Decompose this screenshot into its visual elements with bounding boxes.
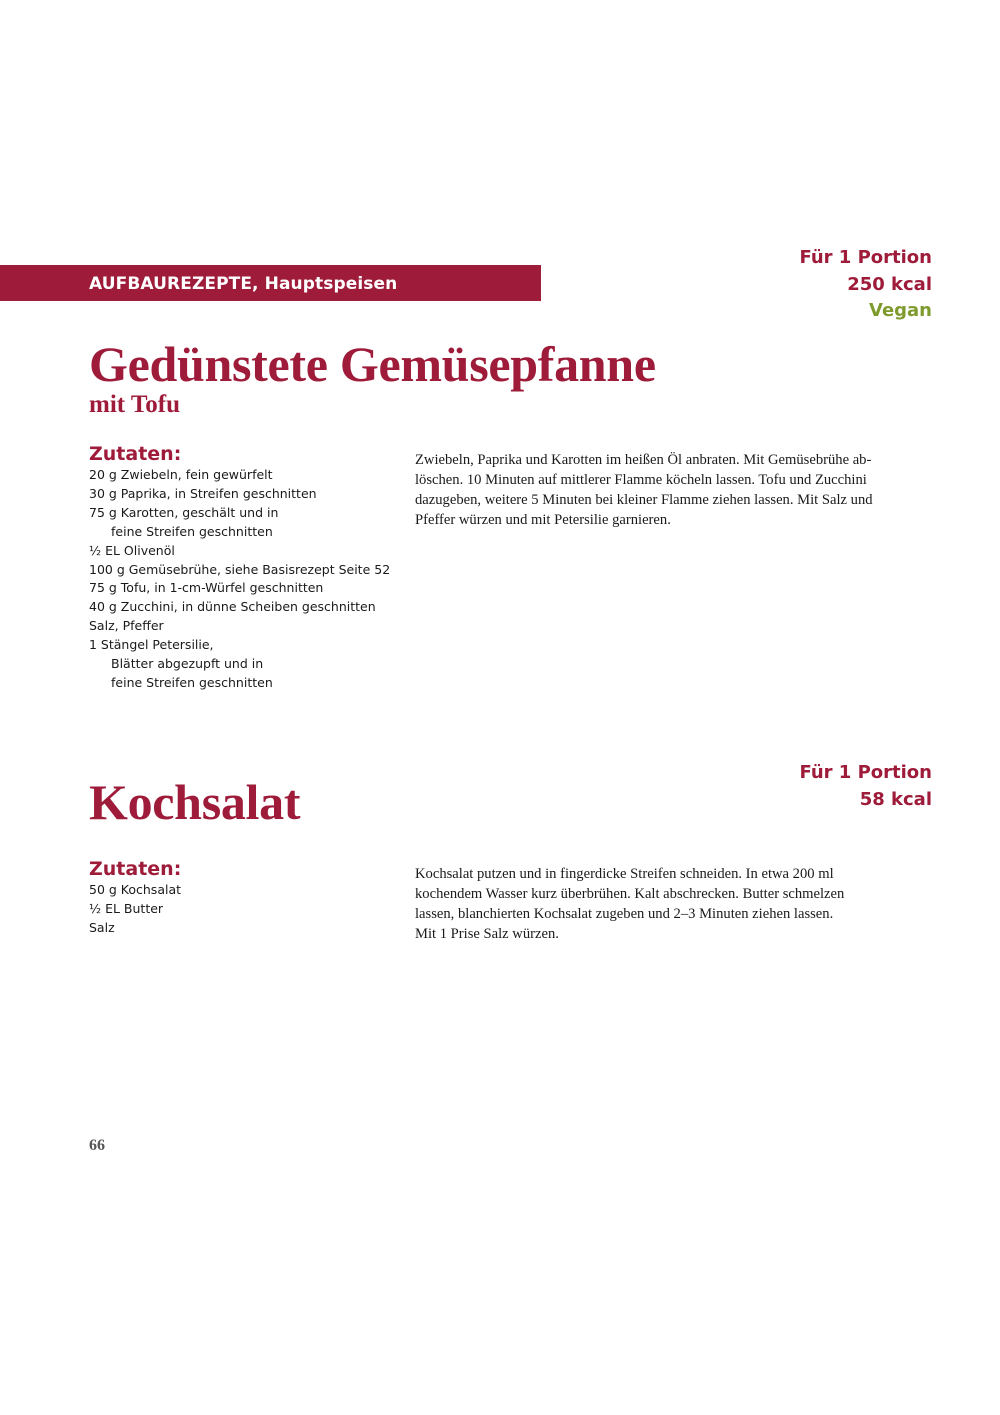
recipe-2-meta: [799, 760, 932, 813]
ingredient-item: Blätter abgezupft und in: [111, 656, 264, 672]
instruction-line: Pfeffer würzen und mit Petersilie garnieren.: [415, 512, 671, 528]
instruction-line: kochendem Wasser kurz überbrühen. Kalt abschrecken. Butter schmelzen: [415, 886, 845, 902]
recipe-1-kcal: 250 kcal: [847, 273, 932, 295]
instruction-line: Kochsalat putzen und in fingerdicke Streifen schneiden. In etwa 200 ml: [415, 866, 834, 882]
ingredient-item: ½ EL Olivenöl: [89, 542, 175, 558]
recipe-2-ingredient-list: [89, 881, 399, 938]
recipe-1-ingredients: [89, 443, 399, 693]
recipe-1-title: Gedünstete Gemüsepfanne: [89, 336, 656, 392]
recipe-2-ingredients-heading: Zutaten:: [89, 858, 182, 880]
ingredient-item: 1 Stängel Petersilie,: [89, 637, 214, 653]
instruction-line: lassen, blanchierten Kochsalat zugeben und 2–3 Minuten ziehen lassen.: [415, 906, 834, 922]
ingredient-item: 75 g Tofu, in 1-cm-Würfel geschnitten: [89, 580, 324, 596]
ingredient-item: 50 g Kochsalat: [89, 882, 182, 897]
ingredient-item: feine Streifen geschnitten: [111, 674, 273, 690]
recipe-1-ingredients-heading: Zutaten:: [89, 443, 182, 465]
recipe-2-portion: Für 1 Portion: [799, 762, 932, 783]
recipe-2-ingredients: [89, 858, 399, 938]
ingredient-item: Salz: [89, 919, 115, 935]
ingredient-item: 75 g Karotten, geschält und in: [89, 504, 279, 520]
recipe-1-subtitle: mit Tofu: [89, 391, 181, 418]
recipe-1-instructions: [415, 450, 933, 530]
page-number: 66: [89, 1137, 105, 1154]
instruction-line: löschen. 10 Minuten auf mittlerer Flamme köcheln lassen. Tofu und Zucchini: [415, 472, 867, 488]
recipe-1-meta: [799, 245, 932, 325]
recipe-2-title: Kochsalat: [89, 774, 301, 830]
instruction-line: dazugeben, weitere 5 Minuten bei kleiner Flamme ziehen lassen. Mit Salz und: [415, 492, 873, 508]
ingredient-item: 40 g Zucchini, in dünne Scheiben geschnitten: [89, 599, 376, 615]
recipe-2-instructions: [415, 864, 933, 944]
instruction-line: Mit 1 Prise Salz würzen.: [415, 926, 559, 942]
recipe-1-ingredient-list: [89, 466, 399, 693]
ingredient-item: ½ EL Butter: [89, 900, 164, 916]
section-label: AUFBAUREZEPTE, Hauptspeisen: [89, 274, 398, 294]
ingredient-item: Salz, Pfeffer: [89, 618, 164, 634]
instruction-line: Zwiebeln, Paprika und Karotten im heißen Öl anbraten. Mit Gemüsebrühe ab-: [415, 452, 872, 468]
ingredient-item: 100 g Gemüsebrühe, siehe Basisrezept Seite 52: [89, 561, 391, 577]
ingredient-item: feine Streifen geschnitten: [111, 523, 273, 539]
ingredient-item: 30 g Paprika, in Streifen geschnitten: [89, 485, 317, 501]
recipe-2-kcal: 58 kcal: [859, 788, 932, 810]
recipe-1-vegan-tag: Vegan: [869, 300, 932, 321]
ingredient-item: 20 g Zwiebeln, fein gewürfelt: [89, 467, 273, 482]
recipe-1-portion: Für 1 Portion: [799, 247, 932, 268]
section-header-bar: [0, 265, 541, 301]
